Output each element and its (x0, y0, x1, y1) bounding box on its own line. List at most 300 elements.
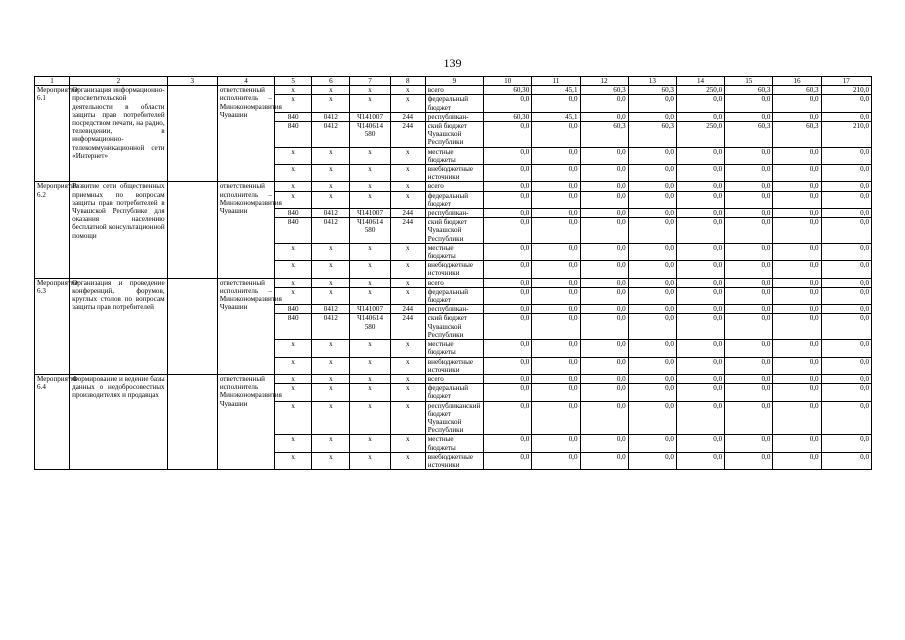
target-article-cell: x (350, 261, 390, 278)
amount-cell: 0,0 (821, 340, 871, 357)
amount-cell: 0,0 (773, 340, 821, 357)
amount-cell: 0,0 (532, 261, 580, 278)
amount-cell: 60,30 (484, 86, 532, 95)
expense-type-cell: x (390, 401, 425, 435)
amount-cell: 0,0 (676, 452, 724, 469)
grbs-code-cell: x (275, 357, 312, 374)
amount-cell: 0,0 (773, 287, 821, 304)
amount-cell: 0,0 (725, 112, 773, 121)
column-number-cell: 3 (167, 77, 217, 86)
grbs-code-cell: x (275, 182, 312, 191)
amount-cell: 0,0 (484, 165, 532, 182)
column-number-cell: 15 (725, 77, 773, 86)
amount-cell: 0,0 (773, 384, 821, 401)
goal-indicator-cell (167, 374, 217, 469)
activity-number-cell: Мероприятие 6.2 (35, 182, 70, 278)
amount-cell: 0,0 (484, 401, 532, 435)
target-article-cell: Ч140614 580 (350, 218, 390, 244)
target-article-cell: x (350, 357, 390, 374)
amount-cell: 0,0 (773, 401, 821, 435)
amount-cell: 0,0 (773, 95, 821, 112)
amount-cell: 250,0 (676, 122, 724, 148)
goal-indicator-cell (167, 86, 217, 182)
amount-cell: 0,0 (484, 182, 532, 191)
amount-cell: 60,3 (580, 86, 628, 95)
executor-cell: ответственный исполнитель Минэкономразвития Чувашии (217, 374, 274, 469)
amount-cell: 0,0 (484, 95, 532, 112)
amount-cell: 0,0 (628, 95, 676, 112)
funding-source-cell: внебюджетные источники (425, 452, 483, 469)
expense-type-cell: 244 (390, 218, 425, 244)
amount-cell: 0,0 (773, 305, 821, 314)
amount-cell: 0,0 (484, 243, 532, 260)
amount-cell: 0,0 (532, 278, 580, 287)
activity-number-cell: Мероприятие 6.4 (35, 374, 70, 469)
section-code-cell: 0412 (312, 209, 350, 218)
amount-cell: 0,0 (532, 191, 580, 208)
amount-cell: 0,0 (532, 435, 580, 452)
section-code-cell: x (312, 261, 350, 278)
funding-source-cell: всего (425, 278, 483, 287)
section-code-cell: x (312, 287, 350, 304)
amount-cell: 0,0 (532, 401, 580, 435)
grbs-code-cell: 840 (275, 218, 312, 244)
amount-cell: 0,0 (628, 452, 676, 469)
amount-cell: 0,0 (773, 147, 821, 164)
column-number-cell: 7 (350, 77, 390, 86)
amount-cell: 0,0 (484, 191, 532, 208)
amount-cell: 0,0 (773, 243, 821, 260)
amount-cell: 0,0 (725, 278, 773, 287)
target-article-cell: x (350, 165, 390, 182)
column-number-cell: 9 (425, 77, 483, 86)
funding-source-cell: местные бюджеты (425, 435, 483, 452)
section-code-cell: x (312, 384, 350, 401)
funding-source-cell: всего (425, 182, 483, 191)
section-code-cell: x (312, 191, 350, 208)
amount-cell: 0,0 (580, 243, 628, 260)
column-number-cell: 11 (532, 77, 580, 86)
amount-cell: 0,0 (532, 218, 580, 244)
amount-cell: 0,0 (725, 374, 773, 383)
amount-cell: 0,0 (532, 243, 580, 260)
section-code-cell: 0412 (312, 305, 350, 314)
goal-indicator-cell (167, 182, 217, 278)
section-code-cell: 0412 (312, 314, 350, 340)
section-code-cell: x (312, 95, 350, 112)
amount-cell: 0,0 (725, 95, 773, 112)
grbs-code-cell: 840 (275, 122, 312, 148)
funding-source-cell: ский бюджет Чувашской Республики (425, 122, 483, 148)
section-code-cell: x (312, 86, 350, 95)
amount-cell: 0,0 (725, 218, 773, 244)
amount-cell: 0,0 (580, 182, 628, 191)
amount-cell: 0,0 (532, 384, 580, 401)
amount-cell: 60,3 (773, 122, 821, 148)
expense-type-cell: 244 (390, 305, 425, 314)
amount-cell: 0,0 (484, 261, 532, 278)
amount-cell: 0,0 (676, 112, 724, 121)
amount-cell: 0,0 (532, 182, 580, 191)
amount-cell: 0,0 (676, 147, 724, 164)
target-article-cell: x (350, 435, 390, 452)
expense-type-cell: x (390, 182, 425, 191)
budget-table (34, 76, 872, 470)
amount-cell: 0,0 (532, 287, 580, 304)
amount-cell: 0,0 (773, 112, 821, 121)
amount-cell: 0,0 (773, 191, 821, 208)
column-number-cell: 4 (217, 77, 274, 86)
funding-source-cell: местные бюджеты (425, 147, 483, 164)
funding-source-cell: внебюджетные источники (425, 357, 483, 374)
executor-cell: ответственный исполнитель – Минэкономразвития Чувашии (217, 182, 274, 278)
amount-cell: 0,0 (580, 452, 628, 469)
expense-type-cell: x (390, 191, 425, 208)
amount-cell: 0,0 (821, 218, 871, 244)
amount-cell: 0,0 (484, 314, 532, 340)
amount-cell: 0,0 (821, 401, 871, 435)
amount-cell: 0,0 (773, 261, 821, 278)
amount-cell: 0,0 (532, 209, 580, 218)
expense-type-cell: x (390, 340, 425, 357)
target-article-cell: x (350, 340, 390, 357)
amount-cell: 0,0 (725, 384, 773, 401)
grbs-code-cell: x (275, 95, 312, 112)
expense-type-cell: x (390, 147, 425, 164)
amount-cell: 0,0 (532, 95, 580, 112)
expense-type-cell: x (390, 165, 425, 182)
amount-cell: 0,0 (628, 357, 676, 374)
expense-type-cell: x (390, 95, 425, 112)
amount-cell: 60,3 (628, 122, 676, 148)
amount-cell: 0,0 (725, 357, 773, 374)
amount-cell: 0,0 (628, 314, 676, 340)
funding-source-cell: республикан- (425, 305, 483, 314)
target-article-cell: x (350, 452, 390, 469)
amount-cell: 0,0 (773, 165, 821, 182)
amount-cell: 0,0 (821, 112, 871, 121)
amount-cell: 0,0 (676, 165, 724, 182)
grbs-code-cell: 840 (275, 112, 312, 121)
amount-cell: 0,0 (628, 278, 676, 287)
amount-cell: 0,0 (676, 287, 724, 304)
column-number-cell: 12 (580, 77, 628, 86)
grbs-code-cell: x (275, 261, 312, 278)
amount-cell: 0,0 (580, 401, 628, 435)
section-code-cell: x (312, 357, 350, 374)
amount-cell: 45,1 (532, 86, 580, 95)
amount-cell: 0,0 (676, 218, 724, 244)
amount-cell: 0,0 (725, 243, 773, 260)
activity-description-cell: Организация и проведение конференций, форумов, круглых столов по вопросам защиты прав потребителей (70, 278, 167, 374)
amount-cell: 0,0 (725, 261, 773, 278)
funding-source-cell: федеральный бюджет (425, 287, 483, 304)
amount-cell: 0,0 (484, 374, 532, 383)
expense-type-cell: x (390, 261, 425, 278)
grbs-code-cell: x (275, 384, 312, 401)
column-number-cell: 14 (676, 77, 724, 86)
amount-cell: 0,0 (484, 278, 532, 287)
amount-cell: 60,3 (725, 86, 773, 95)
grbs-code-cell: x (275, 278, 312, 287)
expense-type-cell: x (390, 278, 425, 287)
amount-cell: 0,0 (676, 261, 724, 278)
amount-cell: 0,0 (676, 384, 724, 401)
funding-source-cell: ский бюджет Чувашской Республики (425, 218, 483, 244)
amount-cell: 0,0 (580, 112, 628, 121)
amount-cell: 0,0 (821, 374, 871, 383)
amount-cell: 0,0 (676, 278, 724, 287)
expense-type-cell: x (390, 374, 425, 383)
amount-cell: 0,0 (580, 165, 628, 182)
grbs-code-cell: x (275, 401, 312, 435)
expense-type-cell: x (390, 243, 425, 260)
amount-cell: 0,0 (725, 314, 773, 340)
amount-cell: 0,0 (580, 357, 628, 374)
column-number-cell: 1 (35, 77, 70, 86)
amount-cell: 0,0 (821, 182, 871, 191)
section-code-cell: 0412 (312, 112, 350, 121)
amount-cell: 60,3 (580, 122, 628, 148)
target-article-cell: Ч141007 (350, 305, 390, 314)
amount-cell: 60,3 (773, 86, 821, 95)
target-article-cell: x (350, 95, 390, 112)
executor-cell: ответственный исполнитель – Минэкономразвития Чувашии (217, 278, 274, 374)
amount-cell: 0,0 (532, 305, 580, 314)
amount-cell: 0,0 (628, 112, 676, 121)
column-number-cell: 6 (312, 77, 350, 86)
amount-cell: 0,0 (676, 357, 724, 374)
amount-cell: 0,0 (484, 287, 532, 304)
section-code-cell: 0412 (312, 218, 350, 244)
amount-cell: 0,0 (532, 147, 580, 164)
target-article-cell: Ч140614 580 (350, 122, 390, 148)
column-number-cell: 8 (390, 77, 425, 86)
amount-cell: 0,0 (821, 261, 871, 278)
amount-cell: 0,0 (580, 95, 628, 112)
amount-cell: 0,0 (532, 340, 580, 357)
amount-cell: 0,0 (580, 305, 628, 314)
target-article-cell: x (350, 191, 390, 208)
target-article-cell: x (350, 401, 390, 435)
table-row (35, 374, 872, 383)
amount-cell: 0,0 (773, 182, 821, 191)
activity-number-cell: Мероприятие 6.3 (35, 278, 70, 374)
expense-type-cell: 244 (390, 122, 425, 148)
amount-cell: 0,0 (725, 435, 773, 452)
column-number-cell: 17 (821, 77, 871, 86)
amount-cell: 0,0 (725, 401, 773, 435)
amount-cell: 0,0 (725, 287, 773, 304)
amount-cell: 0,0 (580, 218, 628, 244)
section-code-cell: x (312, 401, 350, 435)
section-code-cell: x (312, 278, 350, 287)
amount-cell: 0,0 (484, 435, 532, 452)
amount-cell: 0,0 (821, 287, 871, 304)
goal-indicator-cell (167, 278, 217, 374)
expense-type-cell: x (390, 357, 425, 374)
section-code-cell: x (312, 435, 350, 452)
funding-source-cell: республиканский бюджет Чувашской Республики (425, 401, 483, 435)
table-row (35, 86, 872, 95)
activity-description-cell: Развитие сети общественных приемных по вопросам защиты прав потребителей в Чувашской Республике для оказания населению бесплатной консультационной помощи (70, 182, 167, 278)
funding-source-cell: всего (425, 86, 483, 95)
amount-cell: 60,3 (628, 86, 676, 95)
grbs-code-cell: x (275, 86, 312, 95)
amount-cell: 0,0 (580, 340, 628, 357)
amount-cell: 0,0 (773, 357, 821, 374)
section-code-cell: x (312, 452, 350, 469)
amount-cell: 0,0 (773, 218, 821, 244)
amount-cell: 0,0 (628, 261, 676, 278)
amount-cell: 0,0 (725, 452, 773, 469)
expense-type-cell: 244 (390, 112, 425, 121)
amount-cell: 0,0 (821, 314, 871, 340)
amount-cell: 0,0 (628, 218, 676, 244)
grbs-code-cell: x (275, 191, 312, 208)
amount-cell: 0,0 (773, 278, 821, 287)
activity-description-cell: Формирование и ведение базы данных о недобросовестных производителях и продавцах (70, 374, 167, 469)
expense-type-cell: x (390, 287, 425, 304)
amount-cell: 0,0 (725, 305, 773, 314)
column-number-cell: 5 (275, 77, 312, 86)
amount-cell: 45,1 (532, 112, 580, 121)
amount-cell: 0,0 (628, 374, 676, 383)
target-article-cell: x (350, 374, 390, 383)
expense-type-cell: 244 (390, 209, 425, 218)
amount-cell: 0,0 (821, 278, 871, 287)
amount-cell: 0,0 (676, 314, 724, 340)
amount-cell: 210,0 (821, 86, 871, 95)
amount-cell: 0,0 (821, 191, 871, 208)
column-number-cell: 10 (484, 77, 532, 86)
expense-type-cell: x (390, 452, 425, 469)
amount-cell: 0,0 (676, 305, 724, 314)
column-number-row (35, 77, 872, 86)
amount-cell: 0,0 (628, 165, 676, 182)
amount-cell: 60,3 (725, 122, 773, 148)
amount-cell: 0,0 (773, 435, 821, 452)
funding-source-cell: всего (425, 374, 483, 383)
amount-cell: 0,0 (821, 384, 871, 401)
amount-cell: 0,0 (628, 401, 676, 435)
amount-cell: 0,0 (676, 401, 724, 435)
amount-cell: 0,0 (532, 122, 580, 148)
amount-cell: 0,0 (580, 384, 628, 401)
amount-cell: 0,0 (484, 305, 532, 314)
amount-cell: 0,0 (580, 261, 628, 278)
amount-cell: 0,0 (821, 209, 871, 218)
amount-cell: 0,0 (484, 218, 532, 244)
section-code-cell: x (312, 182, 350, 191)
table-row (35, 182, 872, 191)
funding-source-cell: республикан- (425, 209, 483, 218)
target-article-cell: x (350, 278, 390, 287)
activity-number-cell: Мероприятие 6.1 (35, 86, 70, 182)
amount-cell: 0,0 (580, 191, 628, 208)
section-code-cell: x (312, 147, 350, 164)
target-article-cell: x (350, 182, 390, 191)
amount-cell: 0,0 (532, 452, 580, 469)
amount-cell: 0,0 (821, 95, 871, 112)
amount-cell: 0,0 (821, 305, 871, 314)
target-article-cell: Ч141007 (350, 112, 390, 121)
grbs-code-cell: x (275, 340, 312, 357)
amount-cell: 0,0 (725, 147, 773, 164)
funding-source-cell: федеральный бюджет (425, 384, 483, 401)
amount-cell: 0,0 (628, 147, 676, 164)
grbs-code-cell: 840 (275, 305, 312, 314)
amount-cell: 0,0 (628, 384, 676, 401)
amount-cell: 0,0 (580, 314, 628, 340)
expense-type-cell: 244 (390, 314, 425, 340)
grbs-code-cell: x (275, 435, 312, 452)
grbs-code-cell: x (275, 287, 312, 304)
grbs-code-cell: x (275, 374, 312, 383)
column-number-cell: 16 (773, 77, 821, 86)
amount-cell: 0,0 (773, 314, 821, 340)
activity-description-cell: Организация информационно-просветительской деятельности в области защиты прав потребителей посредством печати, на радио, телевидении, в информационно-телекоммуникационной сети «Интернет» (70, 86, 167, 182)
expense-type-cell: x (390, 384, 425, 401)
section-code-cell: x (312, 374, 350, 383)
amount-cell: 0,0 (676, 374, 724, 383)
amount-cell: 0,0 (628, 191, 676, 208)
amount-cell: 0,0 (484, 209, 532, 218)
executor-cell: ответственный исполнитель – Минэкономразвития Чувашии (217, 86, 274, 182)
target-article-cell: Ч140614 580 (350, 314, 390, 340)
grbs-code-cell: x (275, 165, 312, 182)
amount-cell: 0,0 (628, 305, 676, 314)
amount-cell: 0,0 (628, 435, 676, 452)
amount-cell: 0,0 (676, 182, 724, 191)
amount-cell: 0,0 (532, 374, 580, 383)
expense-type-cell: x (390, 435, 425, 452)
amount-cell: 0,0 (580, 287, 628, 304)
funding-source-cell: местные бюджеты (425, 243, 483, 260)
amount-cell: 0,0 (773, 374, 821, 383)
amount-cell: 0,0 (628, 287, 676, 304)
funding-source-cell: внебюджетные источники (425, 165, 483, 182)
amount-cell: 0,0 (676, 435, 724, 452)
amount-cell: 0,0 (532, 314, 580, 340)
grbs-code-cell: 840 (275, 314, 312, 340)
amount-cell: 0,0 (725, 182, 773, 191)
funding-source-cell: ский бюджет Чувашской Республики (425, 314, 483, 340)
funding-source-cell: внебюджетные источники (425, 261, 483, 278)
amount-cell: 0,0 (821, 165, 871, 182)
amount-cell: 250,0 (676, 86, 724, 95)
target-article-cell: x (350, 384, 390, 401)
amount-cell: 0,0 (580, 147, 628, 164)
amount-cell: 0,0 (725, 165, 773, 182)
amount-cell: 0,0 (484, 340, 532, 357)
amount-cell: 0,0 (725, 340, 773, 357)
target-article-cell: x (350, 86, 390, 95)
amount-cell: 0,0 (821, 147, 871, 164)
amount-cell: 0,0 (821, 435, 871, 452)
target-article-cell: x (350, 147, 390, 164)
amount-cell: 0,0 (484, 452, 532, 469)
funding-source-cell: федеральный бюджет (425, 95, 483, 112)
amount-cell: 0,0 (676, 191, 724, 208)
amount-cell: 0,0 (532, 165, 580, 182)
amount-cell: 0,0 (773, 452, 821, 469)
section-code-cell: x (312, 165, 350, 182)
amount-cell: 0,0 (676, 243, 724, 260)
amount-cell: 0,0 (725, 191, 773, 208)
amount-cell: 0,0 (484, 147, 532, 164)
amount-cell: 0,0 (484, 357, 532, 374)
